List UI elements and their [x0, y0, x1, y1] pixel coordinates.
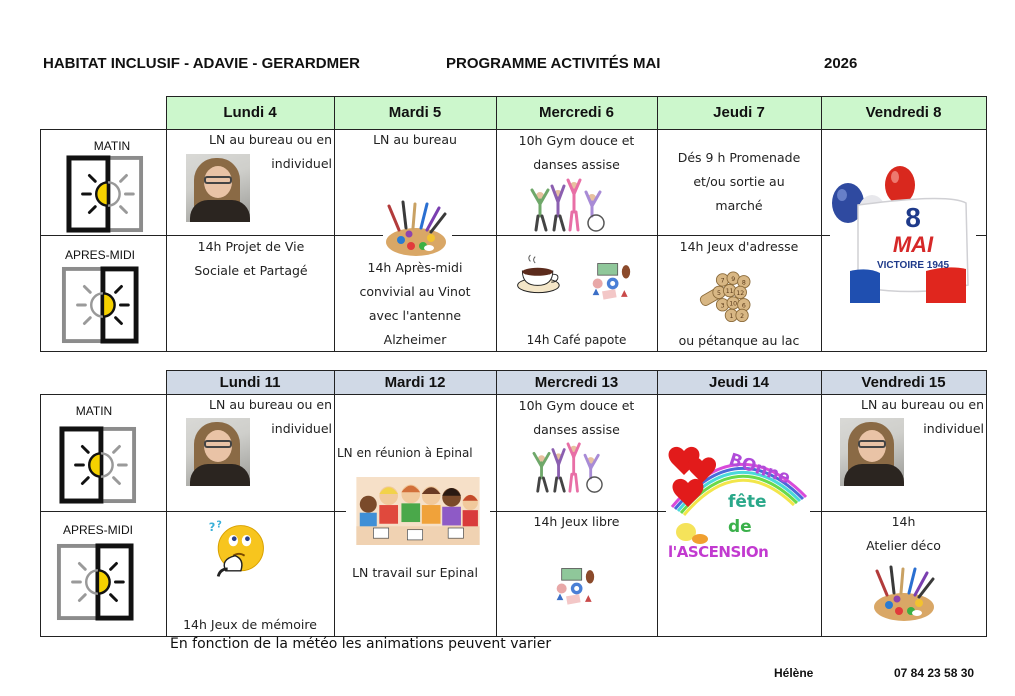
ascension-word-3: de	[728, 517, 752, 537]
contact-phone: 07 84 23 58 30	[894, 666, 975, 680]
day-header-vendredi-8: Vendredi 8	[821, 96, 986, 129]
row-label-apres-midi: APRES-MIDI	[64, 248, 135, 262]
jeudi-7-afternoon-line-2: ou pétanque au lac	[678, 333, 800, 348]
board-games-icon	[550, 563, 600, 609]
org-title: HABITAT INCLUSIF - ADAVIE - GERARDMER	[43, 55, 360, 72]
badge-month: MAI	[892, 232, 934, 257]
thinking-smiley-icon	[203, 518, 273, 584]
lundi-11-afternoon: 14h Jeux de mémoire	[183, 617, 317, 632]
day-header-lundi-11: Lundi 11	[166, 370, 334, 394]
lundi-11-morning: LN au bureau ou en individuel	[209, 397, 332, 436]
mercredi-13-afternoon: 14h Jeux libre	[533, 514, 620, 529]
mercredi-6-afternoon: 14h Café papote	[526, 333, 627, 347]
paint-palette-icon	[868, 565, 940, 625]
day-header-jeudi-14: Jeudi 14	[657, 370, 821, 394]
mardi-5-morning: LN au bureau	[373, 132, 457, 147]
row-label-matin: MATIN	[93, 139, 131, 153]
meeting-group-icon	[346, 477, 490, 545]
morning-sun-icon	[58, 426, 138, 504]
staff-photo-icon	[186, 418, 250, 486]
ascension-word-2: fête	[728, 492, 767, 512]
seated-gym-icon	[528, 442, 608, 494]
paint-palette-icon	[380, 200, 452, 260]
ascension-word-4: l'ASCENSIOn	[668, 543, 769, 561]
mercredi-13-morning: 10h Gym douce et danses assise	[518, 398, 635, 437]
vendredi-15-afternoon: 14h Atelier déco	[866, 514, 941, 553]
day-header-jeudi-7: Jeudi 7	[657, 96, 821, 129]
year-label: 2026	[824, 55, 858, 72]
mardi-12-morning: LN en réunion à Epinal	[337, 446, 473, 460]
jeudi-7-morning: Dés 9 h Promenade et/ou sortie au marché	[677, 150, 801, 213]
day-header-vendredi-15: Vendredi 15	[821, 370, 986, 394]
ascension-greeting-icon	[666, 437, 810, 577]
jeudi-7-afternoon-line-1: 14h Jeux d'adresse	[679, 239, 799, 254]
victory-day-badge-icon	[828, 165, 973, 305]
morning-sun-icon	[65, 155, 145, 233]
badge-caption: VICTOIRE 1945	[876, 260, 950, 271]
molkky-pins-icon	[694, 264, 760, 326]
mercredi-6-morning: 10h Gym douce et danses assise	[518, 133, 635, 172]
lundi-4-afternoon: 14h Projet de Vie Sociale et Partagé	[194, 239, 308, 278]
vendredi-15-morning: LN au bureau ou en individuel	[861, 397, 984, 436]
board-games-icon	[586, 260, 636, 302]
mardi-5-afternoon: 14h Après-midi convivial au Vinot avec l'antenne Alzheimer	[359, 260, 471, 347]
afternoon-sun-icon	[60, 266, 140, 344]
day-header-lundi-4: Lundi 4	[166, 96, 334, 129]
afternoon-sun-icon	[55, 543, 135, 621]
seated-gym-icon	[528, 178, 608, 233]
weather-note: En fonction de la météo les animations peuvent varier	[170, 636, 552, 652]
row-label-apres-midi: APRES-MIDI	[62, 523, 133, 537]
ascension-word-1: BOnne	[726, 449, 793, 489]
lundi-4-morning: LN au bureau ou en individuel	[209, 132, 332, 171]
mardi-12-afternoon: LN travail sur Epinal	[352, 565, 478, 580]
coffee-cup-icon	[516, 253, 564, 297]
day-header-mercredi-6: Mercredi 6	[496, 96, 657, 129]
staff-photo-icon	[186, 154, 250, 222]
day-header-mardi-12: Mardi 12	[334, 370, 496, 394]
badge-number: 8	[905, 202, 921, 233]
day-header-mercredi-13: Mercredi 13	[496, 370, 657, 394]
staff-photo-icon	[840, 418, 904, 486]
program-title: PROGRAMME ACTIVITÉS MAI	[446, 55, 661, 72]
row-label-matin: MATIN	[75, 404, 113, 418]
day-header-mardi-5: Mardi 5	[334, 96, 496, 129]
contact-name: Hélène	[774, 666, 814, 680]
